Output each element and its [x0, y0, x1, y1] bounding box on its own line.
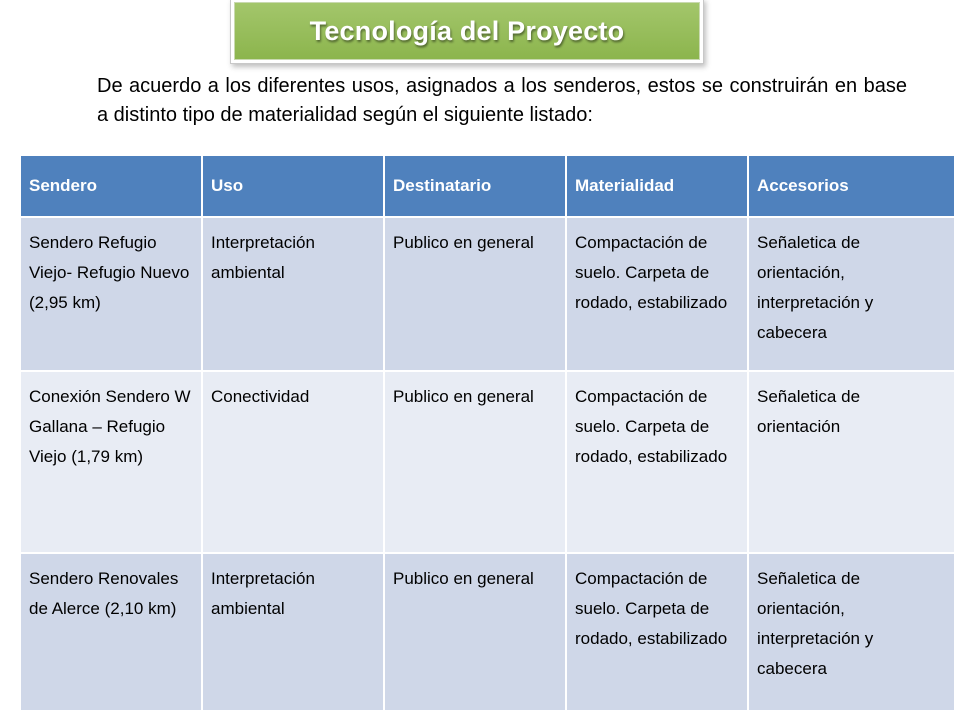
table-row [20, 217, 955, 371]
cell-accesorios: Señaletica de orientación, interpretación y cabecera [748, 217, 955, 371]
cell-materialidad: Compactación de suelo. Carpeta de rodado, estabilizado [566, 217, 748, 371]
cell-sendero: Sendero Refugio Viejo- Refugio Nuevo (2,95 km) [20, 217, 202, 371]
header-accesorios: Accesorios [748, 155, 955, 217]
cell-materialidad: Compactación de suelo. Carpeta de rodado, estabilizado [566, 371, 748, 553]
header-sendero: Sendero [20, 155, 202, 217]
slide-title: Tecnología del Proyecto [234, 2, 700, 60]
cell-uso: Interpretación ambiental [202, 553, 384, 711]
header-uso: Uso [202, 155, 384, 217]
table-row [20, 553, 955, 711]
cell-sendero: Conexión Sendero W Gallana – Refugio Viejo (1,79 km) [20, 371, 202, 553]
table-header-row [20, 155, 955, 217]
intro-paragraph: De acuerdo a los diferentes usos, asignados a los senderos, estos se construirán en base a distinto tipo de materialidad según el siguiente listado: [97, 75, 907, 126]
cell-sendero: Sendero Renovales de Alerce (2,10 km) [20, 553, 202, 711]
cell-accesorios: Señaletica de orientación [748, 371, 955, 553]
cell-accesorios: Señaletica de orientación, interpretación y cabecera [748, 553, 955, 711]
trails-table [19, 154, 956, 712]
table-row [20, 371, 955, 553]
cell-destinatario: Publico en general [384, 553, 566, 711]
header-destinatario: Destinatario [384, 155, 566, 217]
cell-uso: Interpretación ambiental [202, 217, 384, 371]
cell-uso: Conectividad [202, 371, 384, 553]
cell-destinatario: Publico en general [384, 371, 566, 553]
header-materialidad: Materialidad [566, 155, 748, 217]
cell-destinatario: Publico en general [384, 217, 566, 371]
cell-materialidad: Compactación de suelo. Carpeta de rodado, estabilizado [566, 553, 748, 711]
